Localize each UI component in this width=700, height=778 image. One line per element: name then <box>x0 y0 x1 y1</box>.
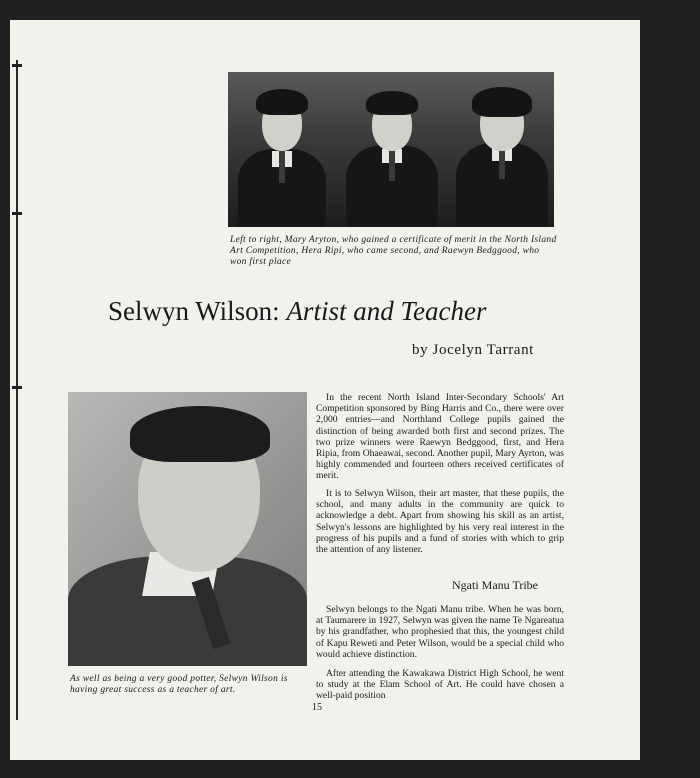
student-figure-right <box>456 75 548 227</box>
page-binding-line <box>16 60 18 720</box>
portrait-caption: As well as being a very good potter, Selwyn Wilson is having great success as a teacher of art. <box>70 674 288 695</box>
students-photo <box>228 72 554 227</box>
title-italic: Artist and Teacher <box>286 296 487 326</box>
student-figure-left <box>238 77 326 227</box>
binding-mark <box>12 212 22 215</box>
photo-caption: Left to right, Mary Aryton, who gained a certificate of merit in the North Island Art Competition, Hera Ripi, who came second, and Raewyn Bedggood, who won first place <box>230 235 557 267</box>
binding-mark <box>12 64 22 67</box>
binding-mark <box>12 386 22 389</box>
paragraph-2: It is to Selwyn Wilson, their art master, that these pupils, the school, and many adults in the community are quick to acknowledge a debt. Apart from showing his skill as an artist, Selwyn's lessons are highlighted by his very real interest in the progress of his pupils and a fund of stories with which to grip the attention of any listener. <box>316 488 564 556</box>
portrait-hair <box>130 406 270 462</box>
subheading-ngati-manu-tribe: Ngati Manu Tribe <box>452 578 539 592</box>
page-number: 15 <box>312 702 322 713</box>
title-main: Selwyn Wilson: <box>108 296 287 326</box>
article-title <box>108 296 568 327</box>
student-figure-middle <box>346 77 438 227</box>
byline: by Jocelyn Tarrant <box>412 342 534 358</box>
paragraph-1: In the recent North Island Inter-Secondary Schools' Art Competition sponsored by Bing Harris and Co., there were over 2,000 entries—and Northland College pupils gained the distinction of being awarded both first and second prizes. The two prize winners were Raewyn Bedggood, first, and Hera Ripia, from Ohaeawai, second. Another pupil, Mary Ayrton, was highly commended and fourteen others received certificates of merit. <box>316 392 564 482</box>
selwyn-wilson-portrait <box>68 392 307 666</box>
paragraph-4: After attending the Kawakawa District High School, he went to study at the Elam School of Art. He could have chosen a well-paid position <box>316 668 564 702</box>
paragraph-3: Selwyn belongs to the Ngati Manu tribe. When he was born, at Taumarere in 1927, Selwyn was given the name Te Ngareatua by his grandfather, who prophesied that this, the youngest child of Kapu Reweti and Peter Wilson, would be a special child who would achieve distinction. <box>316 604 564 660</box>
